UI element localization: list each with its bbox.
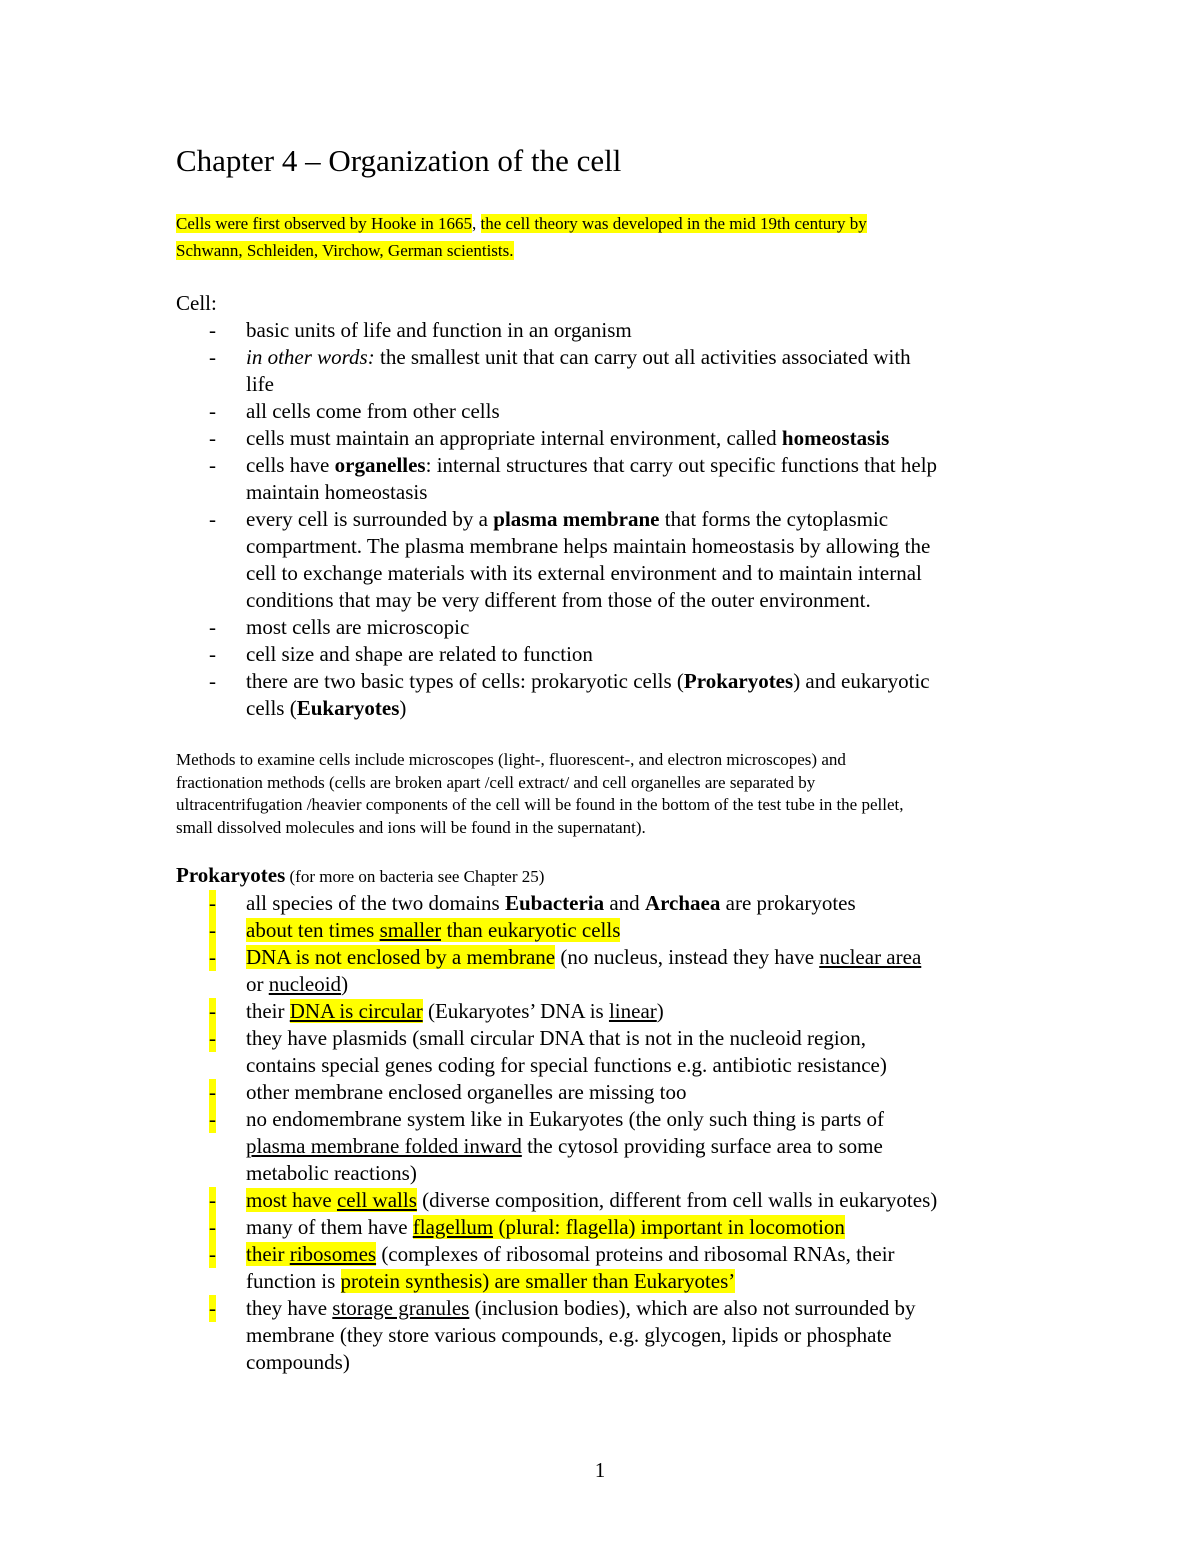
list-item: - many of them have flagellum (plural: flagella) important in locomotion bbox=[209, 1215, 845, 1239]
list-item: - cell size and shape are related to function bbox=[209, 642, 593, 666]
cell-list bbox=[0, 317, 1046, 722]
list-item: - all cells come from other cells bbox=[209, 399, 500, 423]
list-item: - other membrane enclosed organelles are missing too bbox=[209, 1080, 687, 1104]
list-item: - there are two basic types of cells: prokaryotic cells (Prokaryotes) and eukaryotic cells (Eukaryotes) bbox=[209, 669, 930, 720]
list-item: - they have plasmids (small circular DNA that is not in the nucleoid region, contains special genes coding for special functions e.g. antibiotic resistance) bbox=[209, 1026, 887, 1077]
intro-highlight-2: the cell theory was developed in the mid 19th century by bbox=[480, 214, 867, 233]
methods-paragraph: Methods to examine cells include microscopes (light-, fluorescent-, and electron microscopes) and fractionation methods (cells are broken apart /cell extract/ and cell organelles are separated by ultracentrifugation /heavier components of the cell will be found in the bottom of the test tube in the pellet, small dissolved molecules and ions will be found in the supernatant). bbox=[176, 750, 904, 837]
prokaryotes-heading: Prokaryotes (for more on bacteria see Chapter 25) bbox=[176, 863, 545, 887]
page-number: 1 bbox=[594, 1458, 606, 1482]
intro-highlight-3: Schwann, Schleiden, Virchow, German scientists. bbox=[176, 240, 514, 260]
list-item: - their DNA is circular (Eukaryotes’ DNA is linear) bbox=[209, 999, 664, 1023]
list-item: - their ribosomes (complexes of ribosomal proteins and ribosomal RNAs, their function is protein synthesis) are smaller than Eukaryotes’ bbox=[209, 1242, 895, 1293]
list-item: - in other words: the smallest unit that can carry out all activities associated with life bbox=[209, 345, 911, 396]
intro-highlight-1: Cells were first observed by Hooke in 1665 bbox=[176, 214, 473, 233]
list-item: - every cell is surrounded by a plasma membrane that forms the cytoplasmic compartment. The plasma membrane helps maintain homeostasis by allowing the cell to exchange materials with its external environment and to maintain internal conditions that may be very different from those of the outer environment. bbox=[209, 507, 931, 612]
list-item: - most have cell walls (diverse composition, different from cell walls in eukaryotes) bbox=[209, 1188, 938, 1212]
intro-paragraph: Cells were first observed by Hooke in 1665, the cell theory was developed in the mid 19th century by Schwann, Schleiden, Virchow, German scientists. bbox=[176, 214, 867, 260]
prokaryotes-list bbox=[0, 890, 1046, 1376]
list-item: - all species of the two domains Eubacteria and Archaea are prokaryotes bbox=[209, 891, 856, 915]
list-item: - most cells are microscopic bbox=[209, 615, 470, 639]
list-item: - cells must maintain an appropriate internal environment, called homeostasis bbox=[209, 426, 890, 450]
chapter-title: Chapter 4 – Organization of the cell bbox=[176, 143, 622, 178]
list-item: - no endomembrane system like in Eukaryotes (the only such thing is parts of plasma membrane folded inward the cytosol providing surface area to some metabolic reactions) bbox=[209, 1107, 885, 1185]
cell-heading: Cell: bbox=[176, 291, 217, 315]
list-item: - DNA is not enclosed by a membrane (no nucleus, instead they have nuclear area or nucleoid) bbox=[209, 945, 922, 996]
list-item: - basic units of life and function in an organism bbox=[209, 318, 632, 342]
list-item: - about ten times smaller than eukaryotic cells bbox=[209, 918, 621, 942]
list-item: - they have storage granules (inclusion bodies), which are also not surrounded by membrane (they store various compounds, e.g. glycogen, lipids or phosphate compounds) bbox=[209, 1296, 916, 1374]
list-item: - cells have organelles: internal structures that carry out specific functions that help maintain homeostasis bbox=[209, 453, 938, 504]
